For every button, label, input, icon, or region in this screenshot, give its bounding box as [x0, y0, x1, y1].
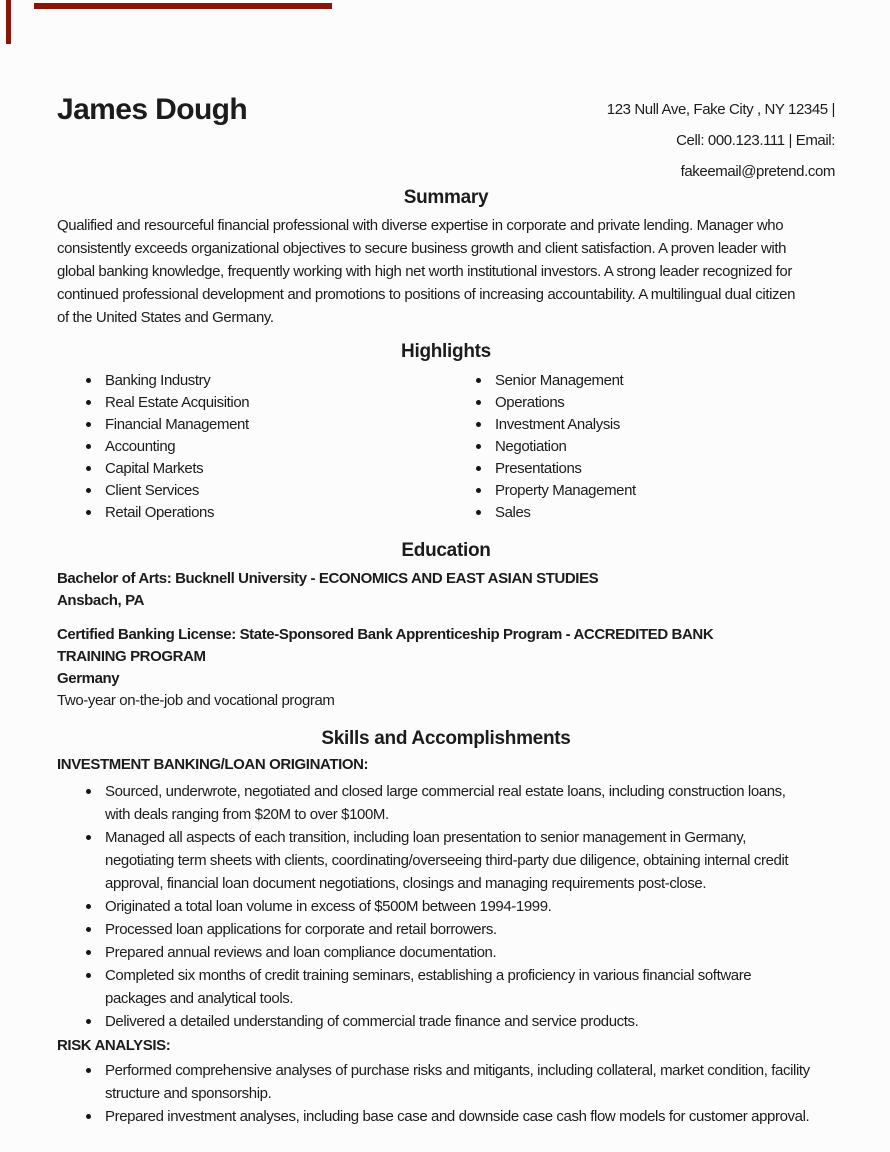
- highlight-label: Property Management: [495, 482, 636, 499]
- highlight-item: [105, 392, 447, 414]
- highlight-item: [105, 458, 447, 480]
- skill-line: Prepared annual reviews and loan compliance documentation.: [105, 944, 497, 961]
- summary-line: Qualified and resourceful financial professional with diverse expertise in corporate and private lending. Manager who: [57, 217, 784, 234]
- contact-email: fakeemail@pretend.com: [680, 163, 835, 180]
- highlight-item: [105, 480, 447, 502]
- page-title: James Dough: [57, 93, 248, 126]
- skills-group-title: RISK ANALYSIS:: [57, 1037, 171, 1054]
- summary-line: continued professional development and promotions to positions of increasing accountability. A multilingual dual citizen: [57, 286, 796, 303]
- highlight-label: Investment Analysis: [495, 416, 620, 433]
- red-border-top-artifact: [34, 3, 332, 9]
- highlight-item: [105, 370, 447, 392]
- highlight-item: [105, 502, 447, 524]
- bullet-icon: [86, 466, 91, 471]
- bullet-icon: [86, 927, 91, 932]
- highlight-label: Operations: [495, 394, 565, 411]
- skill-line: Processed loan applications for corporate and retail borrowers.: [105, 921, 497, 938]
- bullet-icon: [476, 378, 481, 383]
- highlights-column-left: [57, 370, 447, 524]
- bullet-icon: [86, 835, 91, 840]
- contact-block: [607, 94, 835, 187]
- education-location: Germany: [57, 670, 120, 687]
- highlights-columns: [57, 370, 835, 524]
- skills-heading: Skills and Accomplishments: [321, 728, 571, 749]
- bullet-icon: [86, 1019, 91, 1024]
- section-summary: [57, 187, 835, 329]
- education-note: Two-year on-the-job and vocational program: [57, 692, 335, 709]
- skill-line: Originated a total loan volume in excess of $500M between 1994-1999.: [105, 898, 552, 915]
- highlight-item: [105, 436, 447, 458]
- bullet-icon: [86, 789, 91, 794]
- highlight-item: [495, 392, 835, 414]
- bullet-icon: [86, 973, 91, 978]
- skill-line: structure and sponsorship.: [105, 1085, 272, 1102]
- skill-item: [105, 1010, 835, 1033]
- highlight-label: Negotiation: [495, 438, 567, 455]
- education-degree-title: Bachelor of Arts: Bucknell University - ECONOMICS AND EAST ASIAN STUDIES: [57, 570, 599, 587]
- education-entry: [57, 624, 835, 712]
- contact-address: 123 Null Ave, Fake City , NY 12345 |: [606, 101, 835, 118]
- summary-line: global banking knowledge, frequently working with high net worth institutional investors. A strong leader recognized for: [57, 263, 792, 280]
- highlight-item: [495, 480, 835, 502]
- bullet-icon: [476, 466, 481, 471]
- education-degree-title: TRAINING PROGRAM: [57, 648, 206, 665]
- resume-header: [57, 94, 835, 187]
- highlight-item: [495, 436, 835, 458]
- education-location: Ansbach, PA: [57, 592, 145, 609]
- section-highlights: [57, 341, 835, 524]
- skills-group-title: INVESTMENT BANKING/LOAN ORIGINATION:: [57, 756, 369, 773]
- bullet-icon: [86, 444, 91, 449]
- skill-line: approval, financial loan document negotiations, closings and managing requirements post-close.: [105, 875, 707, 892]
- bullet-icon: [476, 422, 481, 427]
- highlight-label: Retail Operations: [105, 504, 215, 521]
- education-degree-title: Certified Banking License: State-Sponsored Bank Apprenticeship Program - ACCREDITED BANK: [57, 626, 714, 643]
- skill-item: [105, 941, 835, 964]
- skill-line: Delivered a detailed understanding of commercial trade finance and service products.: [105, 1013, 639, 1030]
- summary-heading: Summary: [403, 187, 489, 208]
- highlight-label: Capital Markets: [105, 460, 204, 477]
- bullet-icon: [86, 950, 91, 955]
- skill-item: [105, 1059, 835, 1105]
- bullet-icon: [476, 510, 481, 515]
- bullet-icon: [86, 488, 91, 493]
- bullet-icon: [86, 1068, 91, 1073]
- contact-phone-email: Cell: 000.123.111 | Email:: [676, 132, 835, 149]
- bullet-icon: [86, 422, 91, 427]
- highlight-label: Sales: [495, 504, 531, 521]
- skill-line: Performed comprehensive analyses of purchase risks and mitigants, including collateral, market condition, facility: [105, 1062, 810, 1079]
- highlight-label: Client Services: [105, 482, 200, 499]
- highlight-label: Financial Management: [105, 416, 249, 433]
- skill-item: [105, 964, 835, 1010]
- skill-line: Prepared investment analyses, including base case and downside case cash flow models for customer approval.: [105, 1108, 810, 1125]
- highlight-item: [495, 458, 835, 480]
- bullet-icon: [476, 400, 481, 405]
- education-entry: [57, 568, 835, 612]
- highlights-column-right: [447, 370, 835, 524]
- highlight-label: Presentations: [495, 460, 582, 477]
- highlights-heading: Highlights: [401, 341, 491, 362]
- bullet-icon: [476, 488, 481, 493]
- skill-item: [105, 780, 835, 826]
- skill-line: Managed all aspects of each transition, including loan presentation to senior management in Germany,: [105, 829, 746, 846]
- skill-line: with deals ranging from $20M to over $100M.: [105, 806, 389, 823]
- bullet-icon: [86, 510, 91, 515]
- skills-list: [57, 780, 835, 1033]
- education-heading: Education: [401, 540, 491, 561]
- highlight-label: Accounting: [105, 438, 176, 455]
- skill-line: Completed six months of credit training seminars, establishing a proficiency in various financial software: [105, 967, 752, 984]
- highlight-label: Real Estate Acquisition: [105, 394, 250, 411]
- highlight-item: [495, 370, 835, 392]
- skill-line: Sourced, underwrote, negotiated and closed large commercial real estate loans, including construction loans,: [105, 783, 786, 800]
- bullet-icon: [86, 378, 91, 383]
- skill-item: [105, 895, 835, 918]
- skill-item: [105, 1105, 835, 1128]
- section-education: [57, 540, 835, 712]
- section-skills: [57, 728, 835, 1128]
- bullet-icon: [86, 400, 91, 405]
- highlight-item: [105, 414, 447, 436]
- summary-paragraph: [57, 214, 835, 329]
- bullet-icon: [86, 1114, 91, 1119]
- highlight-item: [495, 502, 835, 524]
- bullet-icon: [86, 904, 91, 909]
- skills-list: [57, 1059, 835, 1128]
- red-border-left-artifact: [6, 0, 11, 44]
- summary-line: consistently exceeds organizational objectives to secure business growth and client satisfaction. A proven leader with: [57, 240, 787, 257]
- skill-line: negotiating term sheets with clients, coordinating/overseeing third-party due diligence, obtaining internal credit: [105, 852, 789, 869]
- highlight-item: [495, 414, 835, 436]
- highlight-label: Senior Management: [495, 372, 624, 389]
- bullet-icon: [476, 444, 481, 449]
- skill-line: packages and analytical tools.: [105, 990, 294, 1007]
- highlight-label: Banking Industry: [105, 372, 211, 389]
- skill-item: [105, 918, 835, 941]
- summary-line: of the United States and Germany.: [57, 309, 274, 326]
- skill-item: [105, 826, 835, 895]
